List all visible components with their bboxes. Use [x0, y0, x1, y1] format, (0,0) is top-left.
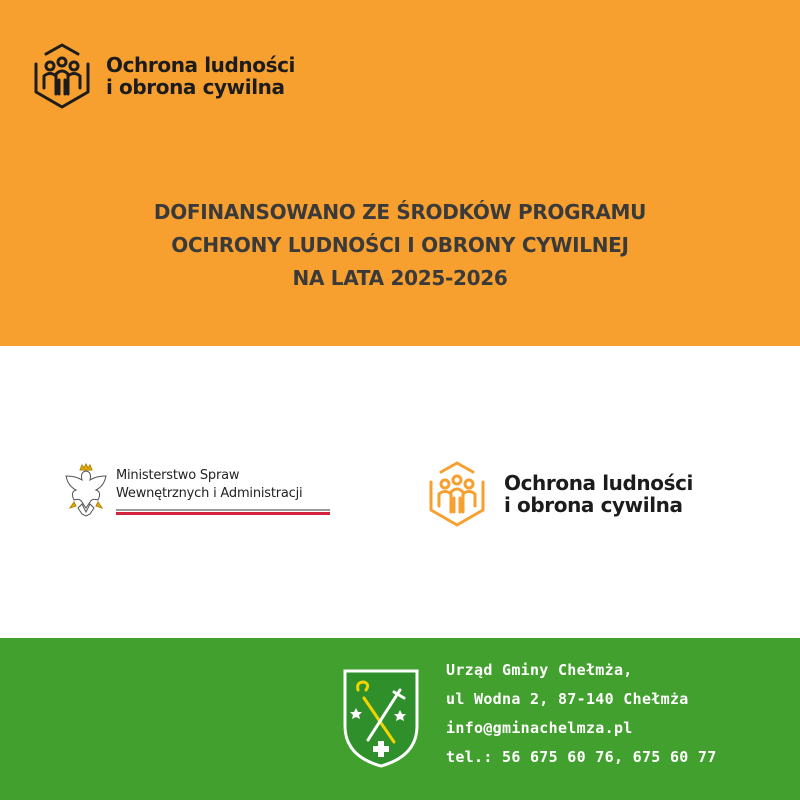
mid-logo-line-1: Ochrona ludności [504, 470, 694, 495]
municipality-crest-icon [342, 668, 420, 768]
ministry-name-line-1: Ministerstwo Spraw [116, 468, 240, 483]
mid-program-logo [424, 458, 693, 530]
office-address: ul Wodna 2, 87-140 Chełmża [446, 690, 689, 708]
funding-headline [0, 196, 800, 295]
ministry-name-line-2: Wewnętrznych i Administracji [116, 486, 303, 501]
civil-protection-people-icon [424, 458, 490, 530]
headline-line-2: OCHRONY LUDNOŚCI I OBRONY CYWILNEJ [171, 233, 629, 257]
mid-logo-line-2: i obrona cywilna [504, 493, 683, 517]
top-logo-line-2: i obrona cywilna [106, 75, 285, 99]
contact-info [446, 656, 717, 772]
headline-line-1: DOFINANSOWANO ZE ŚRODKÓW PROGRAMU [153, 200, 647, 224]
office-name: Urząd Gminy Chełmża, [446, 661, 633, 679]
ministry-logo [62, 462, 330, 522]
headline-line-3: NA LATA 2025-2026 [292, 266, 508, 290]
top-logo-line-1: Ochrona ludności [106, 52, 296, 77]
top-program-logo [30, 40, 295, 112]
civil-protection-people-icon [30, 40, 94, 112]
flag-stripe [116, 509, 330, 515]
office-email[interactable]: info@gminachelmza.pl [446, 719, 633, 737]
white-eagle-emblem-icon [62, 462, 110, 522]
office-phone: tel.: 56 675 60 76, 675 60 77 [446, 748, 717, 766]
